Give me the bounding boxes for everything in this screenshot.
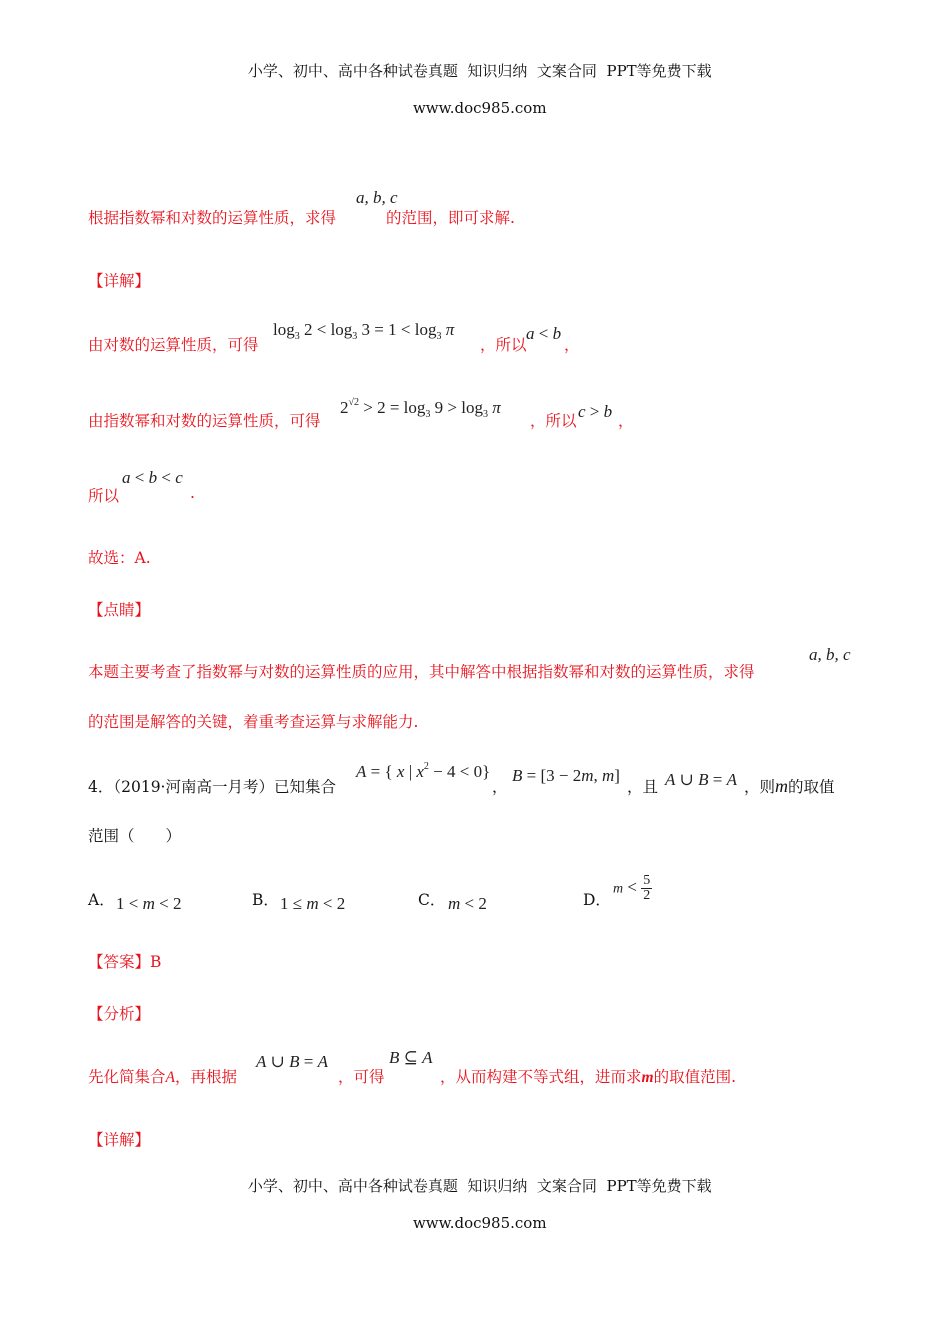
- solution-line-log: 由对数的运算性质，可得: [88, 336, 259, 354]
- math-set-a: A = { x | $x^2 - 4 < 0$}: [356, 761, 491, 781]
- detail-heading: 【详解】: [88, 272, 151, 290]
- page-header: [0, 42, 950, 117]
- option-d-math: m < $\frac{5}{2}$: [613, 873, 651, 903]
- comment-line-1: 本题主要考查了指数幂与对数的运算性质的应用，其中解答中根据指数幂和对数的运算性质，求得: [88, 663, 755, 681]
- answer-label: 【答案】B: [88, 953, 162, 971]
- solution-conclusion: 所以: [88, 487, 120, 505]
- math-a-lt-b: a < b: [526, 324, 562, 343]
- option-a[interactable]: A．: [88, 891, 115, 909]
- solution-intro: 根据指数幂和对数的运算性质，求得 的范围，即可求解.: [88, 209, 515, 227]
- option-d[interactable]: D．: [583, 891, 611, 909]
- math-abc-2: a, b, c: [809, 645, 851, 664]
- comment-line-2: 的范围是解答的关键，着重考查运算与求解能力.: [88, 713, 419, 731]
- option-b[interactable]: B．: [252, 891, 279, 909]
- math-exp-inequality: $2^{√2} > 2 = \log_3 9 > \log_3 \pi$: [340, 397, 501, 420]
- option-c[interactable]: C．: [418, 891, 446, 909]
- question-4-stem: 4．（2019·河南高一月考）已知集合: [88, 778, 336, 796]
- footer-url: www.doc985.com: [412, 1214, 547, 1232]
- analysis-heading: 【分析】: [88, 1005, 151, 1023]
- math-union-condition-2: A ∪ B = A: [256, 1052, 329, 1071]
- math-c-gt-b: c > b: [578, 402, 613, 421]
- math-union-condition: A ∪ B = A: [665, 770, 738, 789]
- header-url: www.doc985.com: [412, 99, 547, 117]
- option-c-math: m < 2: [448, 894, 487, 913]
- solution-line-exp: 由指数幂和对数的运算性质，可得: [88, 412, 321, 430]
- math-log-inequality: $\log_3 2 < \log_3 3 = 1 < \log_3 \pi$: [273, 320, 455, 342]
- page-footer: [0, 1157, 950, 1232]
- answer-choice: 故选：A.: [88, 549, 151, 567]
- detail-heading-2: 【详解】: [88, 1131, 151, 1149]
- header-text: 小学、初中、高中各种试卷真题 知识归纳 文案合同 PPT等免费下载: [247, 62, 712, 80]
- question-4-line2: 范围（ ）: [88, 827, 182, 845]
- math-subset: B ⊆ A: [389, 1048, 433, 1067]
- comment-heading: 【点睛】: [88, 601, 151, 619]
- footer-text: 小学、初中、高中各种试卷真题 知识归纳 文案合同 PPT等免费下载: [247, 1177, 712, 1195]
- analysis-text: 先化简集合A，再根据: [88, 1068, 237, 1086]
- math-set-b: B = [3 − 2m, m]: [512, 766, 620, 785]
- math-abc: a, b, c: [356, 188, 398, 207]
- math-a-lt-b-lt-c: a < b < c: [122, 468, 183, 487]
- option-b-math: 1 ≤ m < 2: [280, 894, 346, 913]
- option-a-math: 1 < m < 2: [116, 894, 182, 913]
